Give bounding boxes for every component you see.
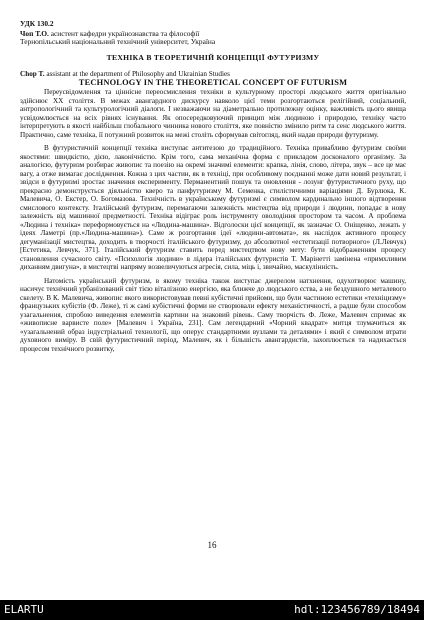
paragraph: Натомість український футуризм, в якому техніка також виступає джерелом натхнення, одухотворює машину, насичує технічний урбанізований світ тією віталізною енергією, яка ближче до людського єства, а не бездушного металевого скелету. В К. Малевича, живопис якого використовував певні кубістичні прийоми, що були частиною естетики «техніцизму» французьких кубістів (Ф. Леже), ті ж самі кубістичні форми не створювали ефекту механістичності, а радше були способом узагальнення, спробою виведення елементів картини на знаковий рівень. Саму творчість Ф. Леже, Малевич спримає як «живописне варвисте поле» [Малевич і Україна, 231]. Сам легендарний «Чорний квадрат» митця тлумачиться як «узагальнений образ індустріальної технології, що оперує стандартними вузлами та деталями» і який є символом втрати духовного виміру. В свій футуристичний період, Малевич, як і більшість авангардистів, захоплюється та надихається процесом технічного розвитку,: [20, 276, 406, 353]
author-position: асистент кафедри українознавства та філософії: [48, 28, 200, 38]
repository-name: ELARTU: [4, 603, 44, 616]
udk-code: УДК 130.2: [20, 19, 54, 28]
page-number: 16: [207, 540, 217, 550]
viewer-footer-bar: [0, 600, 424, 620]
author-name: Чоп Т.О.: [20, 28, 49, 38]
english-author-position: assistant at the department of Philosophy and Ukrainian Studies: [44, 70, 230, 79]
university: Тернопільський національний технічний університет, Україна: [20, 37, 216, 47]
paragraph: Переусвідомлення та ціннісне переосмислення техніки в культурному просторі людського життя оригінально здійснює ХХ століття. В межах авангардного дискурсу навколо цієї теми розгортаються релігійний, соціальний, антропологічний та культурологічний діалоги. І незважаючи на діаметрально протилежну оцінку, важливість цього явища усвідомлюється на всіх рівнях існування. Як опосередковуючий принцип між людиною і природою, техніку часто інтерпретують в якості найбільш глобального чинника нового століття, яке повністю змінило ритм та сенс людського життя. Практично, саме техніка, її потужний розвиток на межі століть сформував світогляд, який надав природи футуризму.: [20, 88, 406, 139]
english-author-name: Chop T.: [20, 70, 45, 79]
document-body: [20, 20, 406, 353]
title-ukrainian: ТЕХНІКА В ТЕОРЕТИЧНІЙ КОНЦЕПЦІЇ ФУТУРИЗМУ: [106, 52, 320, 62]
paragraph: В футуристичній концепції техніка виступає антитезою до традиційного. Техніка привабливо футуризм своїми якостями: швидкістю, дією, лаконічністю. Крім того, сама механічна форма є прикладом досконалого організму. За аналогією, футуризм розбирає живопис та поезію на окремі значимі елементи: крапка, лінія, слово, літера, звук – все це має вагу, а отже вимагає дослідження. Кожна з цих частин, як в техніці, при особливому поєднанні може дати новий результат, і звідси в футуризмі зростає значення експерименту. Перманентний пошук та оновлення - лозунг футуристичного руху, що прекрасно демонструється діяльністю кверо та панфутуризму М. Семенка, стилістичними варіаціями Д. Бурлюка, К. Малевича, О. Екстер, О. Богомазова. Технічність в українському футуризмі є символом кардинально іншого відтворення смислового контексту. Італійський футуризм, перемагаючи залежність мистецтва від природи і людини, попадає в нову залежність від машинної предметності. Техніка відіграє роль інструменту оволодіння простором та часом. А проблема «Людина і техніка» переформовується на «Людина-машина». Відголоски цієї концепції, як зазначає О. Оніщенко, лежать у ідеях Ламетрі (пр.«Людина-машина»). Саме ж розгортання ідеї «людини-автомата», як наслідок активного процесу дегуманізації мистецтва, доходить в творчості італійського футуризму, до абсолютної «естетизації потворного» (Л.Левчук) [Естетика, Левчук, 371]. Італійський футуризм ставить перед мистецтвом нову мету: бути відображенням процесу становлення сучасного світу. «Психологія людини» в лідера італійських футуристів Т. Марінетті замінена «примхливим диханням двигуна», в мистецтві напряму возвеличуються агресія, сила, міць і, звичайно, маскулінність.: [20, 144, 406, 272]
handle-identifier[interactable]: hdl:123456789/18494: [294, 603, 420, 616]
title-english: TECHNOLOGY IN THE THEORETICAL CONCEPT OF FUTURISM: [78, 77, 348, 87]
